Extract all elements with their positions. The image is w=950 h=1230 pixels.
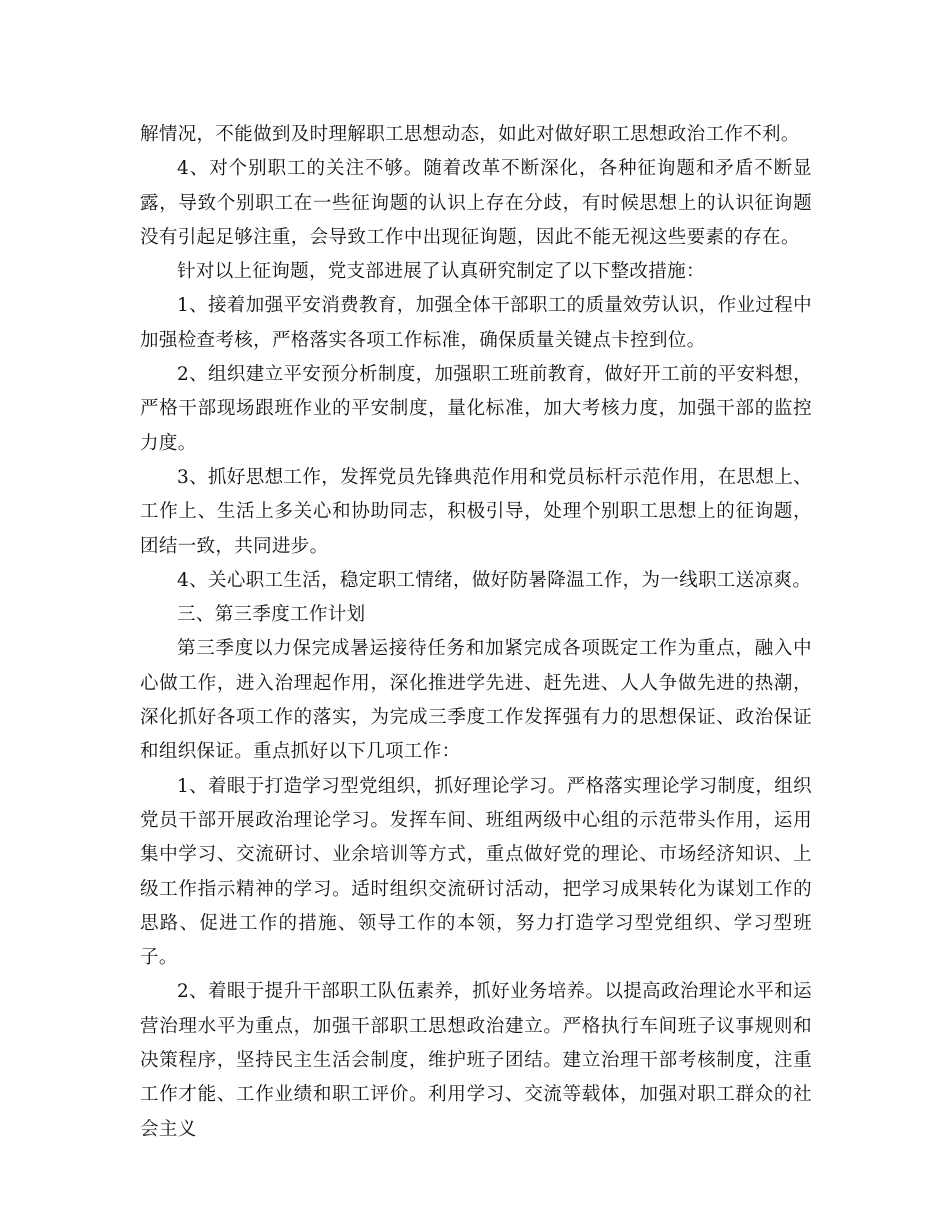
- paragraph-1: 解情况，不能做到及时理解职工思想动态，如此对做好职工思想政治工作不利。: [140, 124, 800, 145]
- paragraph-6: 3、抓好思想工作，发挥党员先锋典范作用和党员标杆示范作用，在思想上、工作上、生活上多关心和协助同志，积极引导，处理个别职工思想上的征询题，团结一致，共同进步。: [140, 466, 812, 557]
- section-heading: 三、第三季度工作计划: [177, 604, 366, 626]
- paragraph-9: 第三季度以力保完成暑运接待任务和加紧完成各项既定工作为重点，融入中心做工作，进入治理起作用，深化推进学先进、赶先进、人人争做先进的热潮，深化抓好各项工作的落实，为完成三季度工作发挥强有力的思想保证、政治保证和组织保证。重点抓好以下几项工作：: [140, 638, 812, 763]
- paragraph-4: 1、接着加强平安消费教育，加强全体干部职工的质量效劳认识，作业过程中加强检查考核，严格落实各项工作标准，确保质量关键点卡控到位。: [140, 295, 812, 351]
- paragraph-7: 4、关心职工生活，稳定职工情绪，做好防暑降温工作，为一线职工送凉爽。: [177, 569, 812, 591]
- paragraph-11: 2、着眼于提升干部职工队伍素养，抓好业务培养。以提高政治理论水平和运营治理水平为重点，加强干部职工思想政治建立。严格执行车间班子议事规则和决策程序，坚持民主生活会制度，维护班子团结。建立治理干部考核制度，注重工作才能、工作业绩和职工评价。利用学习、交流等载体，加强对职工群众的社会主义: [140, 981, 812, 1140]
- document-body: [140, 118, 812, 1147]
- paragraph-5: 2、组织建立平安预分析制度，加强职工班前教育，做好开工前的平安料想，严格干部现场跟班作业的平安制度，量化标准，加大考核力度，加强干部的监控力度。: [140, 364, 812, 454]
- paragraph-10: 1、着眼于打造学习型党组织，抓好理论学习。严格落实理论学习制度，组织党员干部开展政治理论学习。发挥车间、班组两级中心组的示范带头作用，运用集中学习、交流研讨、业余培训等方式，重点做好党的理论、市场经济知识、上级工作指示精神的学习。适时组织交流研讨活动，把学习成果转化为谋划工作的思路、促进工作的措施、领导工作的本领，努力打造学习型党组织、学习型班子。: [140, 775, 812, 969]
- paragraph-2: 4、对个别职工的关注不够。随着改革不断深化，各种征询题和矛盾不断显露，导致个别职工在一些征询题的认识上存在分歧，有时候思想上的认识征询题没有引起足够注重，会导致工作中出现征询题，因此不能无视这些要素的存在。: [140, 158, 812, 248]
- paragraph-3: 针对以上征询题，党支部进展了认真研究制定了以下整改措施：: [177, 261, 705, 283]
